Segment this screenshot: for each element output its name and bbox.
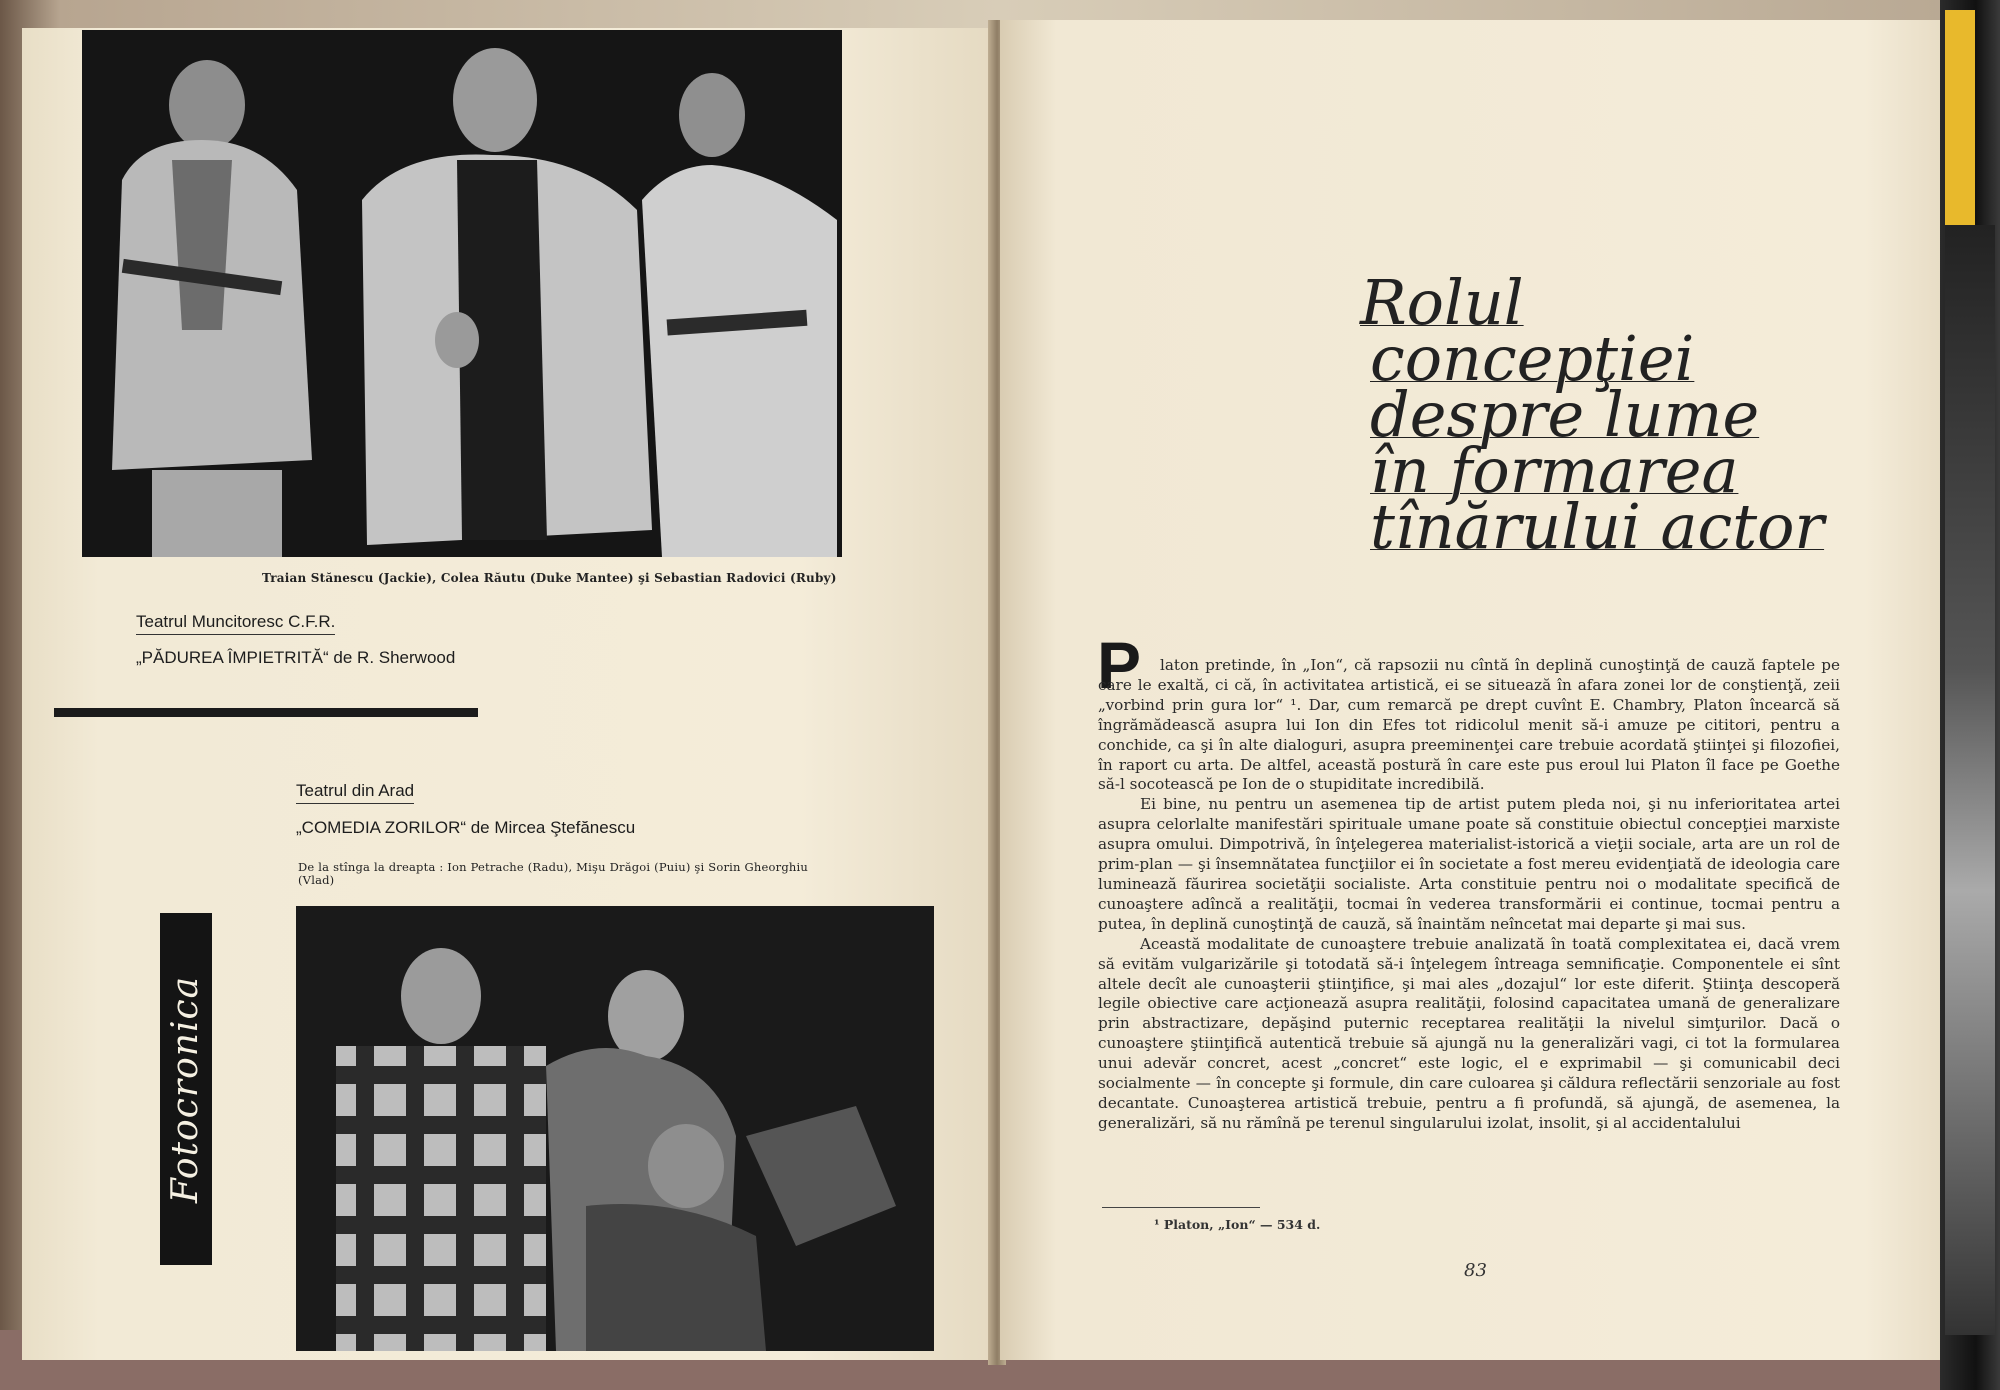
adjacent-page-photo <box>1945 225 1995 1335</box>
play-title-padurea: „PĂDUREA ÎMPIETRITĂ“ de R. Sherwood <box>136 648 456 667</box>
section-divider <box>54 708 478 717</box>
title-line-3: despre lume <box>1370 378 1760 451</box>
article-title <box>1360 266 1840 563</box>
title-line-1: Rolul <box>1360 266 1524 339</box>
photo1-caption: Traian Stănescu (Jackie), Colea Răutu (Duke Mantee) şi Sebastian Radovici (Ruby) <box>262 571 837 585</box>
paragraph-1-text: laton pretinde, în „Ion“, că rapsozii nu cîntă în deplină cunoştinţă de cauză faptele pe care le exaltă, ci că, în activitatea artistică, ei se situează în afara zonei lor de conştienţă, zeii „vorbind prin gura lor“ ¹. Dar, cum remarcă pe drept cuvînt E. Chambry, Platon încearcă să îngrămădească asupra lui Ion din Efes tot ridicolul menit să-i amuze pe cititori, pentru a conchide, ca şi în alte dialoguri, asupra preeminenţei care trebuie acordată ştiinţei şi filozofiei, în raport cu arta. De altfel, această postură în care este pus eroul lui Platon îl face pe Goethe să-l socotească pe Ion de o stupiditate incredibilă. <box>1098 656 1840 794</box>
play-title-comedia: „COMEDIA ZORILOR“ de Mircea Ştefănescu <box>296 818 636 837</box>
fotocronica-label <box>160 913 212 1265</box>
drop-cap: P <box>1097 628 1142 702</box>
paragraph-3: Această modalitate de cunoaştere trebuie analizată în toată complexitatea ei, dacă vrem să evităm vulgarizările şi totodată să-i înţelegem întreaga semnificaţie. Componentele ei sînt altele decît ale cunoaşterii ştiinţifice, şi mai ales „dozajul“ lor este diferit. Ştiinţa descoperă legile obiective care acţionează asupra realităţii, folosind capacitatea umană de generalizare prin abstractizare, depăşind puternic receptarea realităţii la nivelul simţurilor. Dacă o cunoaştere ştiinţifică autentică trebuie să ajungă nu la generalizări vagi, ci tot la formularea unui adevăr concret, acest „concret“ este logic, el e exprimabil — şi comunicabil deci socialmente — în concepte şi formule, din care culoarea şi căldura reflectării senzoriale au fost decantate. Cunoaşterea artistică trebuie, pentru a fi profundă, să ajungă, de asemenea, la generalizări, să nu rămînă pe terenul singularului izolat, insolit, şi al accidentalului <box>1098 934 1840 1132</box>
paragraph-1 <box>1098 656 1840 795</box>
footnote-rule <box>1102 1207 1260 1208</box>
title-line-4: în formarea <box>1370 434 1739 507</box>
title-line-2: concepţiei <box>1370 322 1695 395</box>
theatre-name-cfr: Teatrul Muncitoresc C.F.R. <box>136 612 335 635</box>
photo2-caption: De la stînga la dreapta : Ion Petrache (Radu), Mişu Drăgoi (Puiu) şi Sorin Gheorghiu (Vlad) <box>298 860 808 887</box>
page-number: 83 <box>1464 1260 1487 1281</box>
photo-three-actors-on-stage <box>296 906 934 1351</box>
paragraph-2: Ei bine, nu pentru un asemenea tip de artist putem pleda noi, şi nu inferioritatea artei asupra celorlalte manifestări spirituale umane poate să constituie obiectul concepţiei marxiste asupra omului. Dimpotrivă, în înţelegerea materialist-istorică a vieţii sociale, arta are un rol de prim-plan — şi însemnătatea funcţiilor ei în societate a fost mereu evidenţiată de ideologia care luminează făurirea societăţii socialiste. Arta constituie pentru noi o modalitate specifică de cunoaştere adîncă a realităţii, tocmai în vederea transformării ei continue, tocmai pentru a putea, în deplină cunoştinţă de cauză, să înaintăm neîncetat mai departe şi mai sus. <box>1098 795 1840 933</box>
footnote: ¹ Platon, „Ion“ — 534 d. <box>1154 1217 1321 1232</box>
photo-three-actors-with-guns <box>82 30 842 557</box>
bookmark-strip <box>1945 10 1975 225</box>
fotocronica-text: Fotocronica <box>165 975 207 1203</box>
article-body <box>1098 656 1840 1134</box>
theatre-name-arad: Teatrul din Arad <box>296 781 414 804</box>
title-line-5: tînărului actor <box>1370 490 1825 563</box>
